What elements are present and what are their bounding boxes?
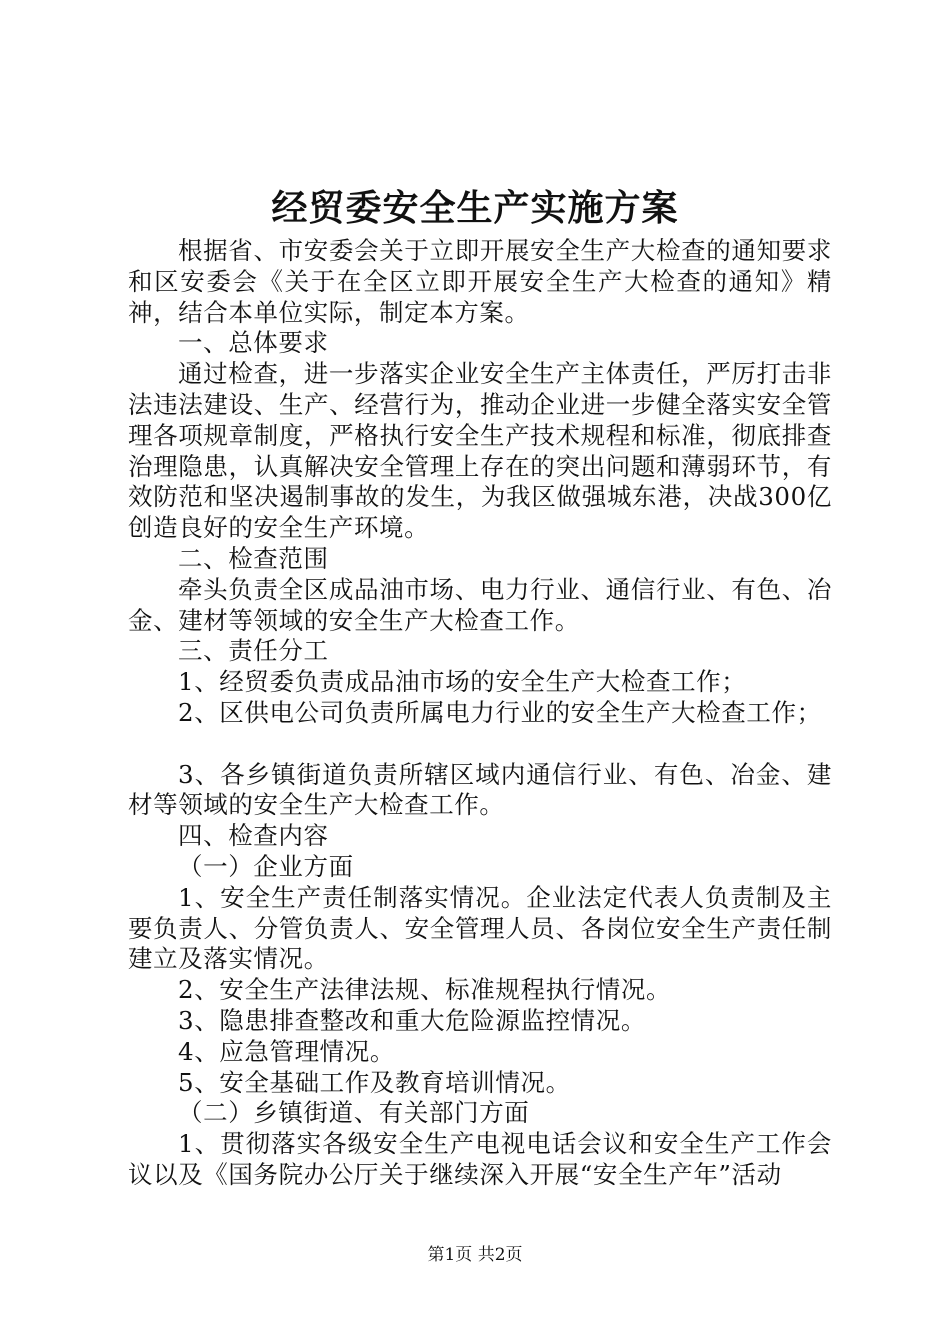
list-item-enterprise-1: 1、安全生产责任制落实情况。企业法定代表人负责制及主要负责人、分管负责人、安全管理人员、各岗位安全生产责任制建立及落实情况。 [128,882,832,974]
document-title: 经贸委安全生产实施方案 [271,187,679,229]
page-footer: 第1页 共2页 [427,1245,523,1265]
list-item-enterprise-5: 5、安全基础工作及教育培训情况。 [178,1067,571,1097]
heading-inspection-content: 四、检查内容 [178,821,329,851]
heading-inspection-scope: 二、检查范围 [178,543,329,573]
list-item-towns-1: 1、贯彻落实各级安全生产电视电话会议和安全生产工作会议以及《国务院办公厅关于继续深入开展“安全生产年”活动 [128,1129,832,1189]
paragraph-general-requirements: 通过检查，进一步落实企业安全生产主体责任，严厉打击非法违法建设、生产、经营行为，推动企业进一步健全落实安全管理各项规章制度，严格执行安全生产技术规程和标准，彻底排查治理隐患，认真解决安全管理上存在的突出问题和薄弱环节，有效防范和坚决遏制事故的发生，为我区做强城东港，决战300亿创造良好的安全生产环境。 [128,359,832,543]
list-item-responsibility-2: 2、区供电公司负责所属电力行业的安全生产大检查工作； [178,697,822,727]
list-item-responsibility-3: 3、各乡镇街道负责所辖区域内通信行业、有色、冶金、建材等领域的安全生产大检查工作。 [128,759,832,820]
subheading-towns-departments: （二）乡镇街道、有关部门方面 [178,1098,530,1128]
list-item-enterprise-3: 3、隐患排查整改和重大危险源监控情况。 [178,1005,646,1035]
paragraph-inspection-scope: 牵头负责全区成品油市场、电力行业、通信行业、有色、冶金、建材等领域的安全生产大检查工作。 [128,574,832,635]
heading-general-requirements: 一、总体要求 [178,328,329,358]
list-item-responsibility-1: 1、经贸委负责成品油市场的安全生产大检查工作； [178,667,747,697]
paragraph-intro: 根据省、市安委会关于立即开展安全生产大检查的通知要求和区安委会《关于在全区立即开展安全生产大检查的通知》精神，结合本单位实际，制定本方案。 [128,236,832,327]
document-body [128,236,832,1191]
list-item-enterprise-2: 2、安全生产法律法规、标准规程执行情况。 [178,975,672,1005]
subheading-enterprise: （一）企业方面 [178,851,354,881]
list-item-enterprise-4: 4、应急管理情况。 [178,1036,395,1066]
heading-responsibility-division: 三、责任分工 [178,636,329,666]
